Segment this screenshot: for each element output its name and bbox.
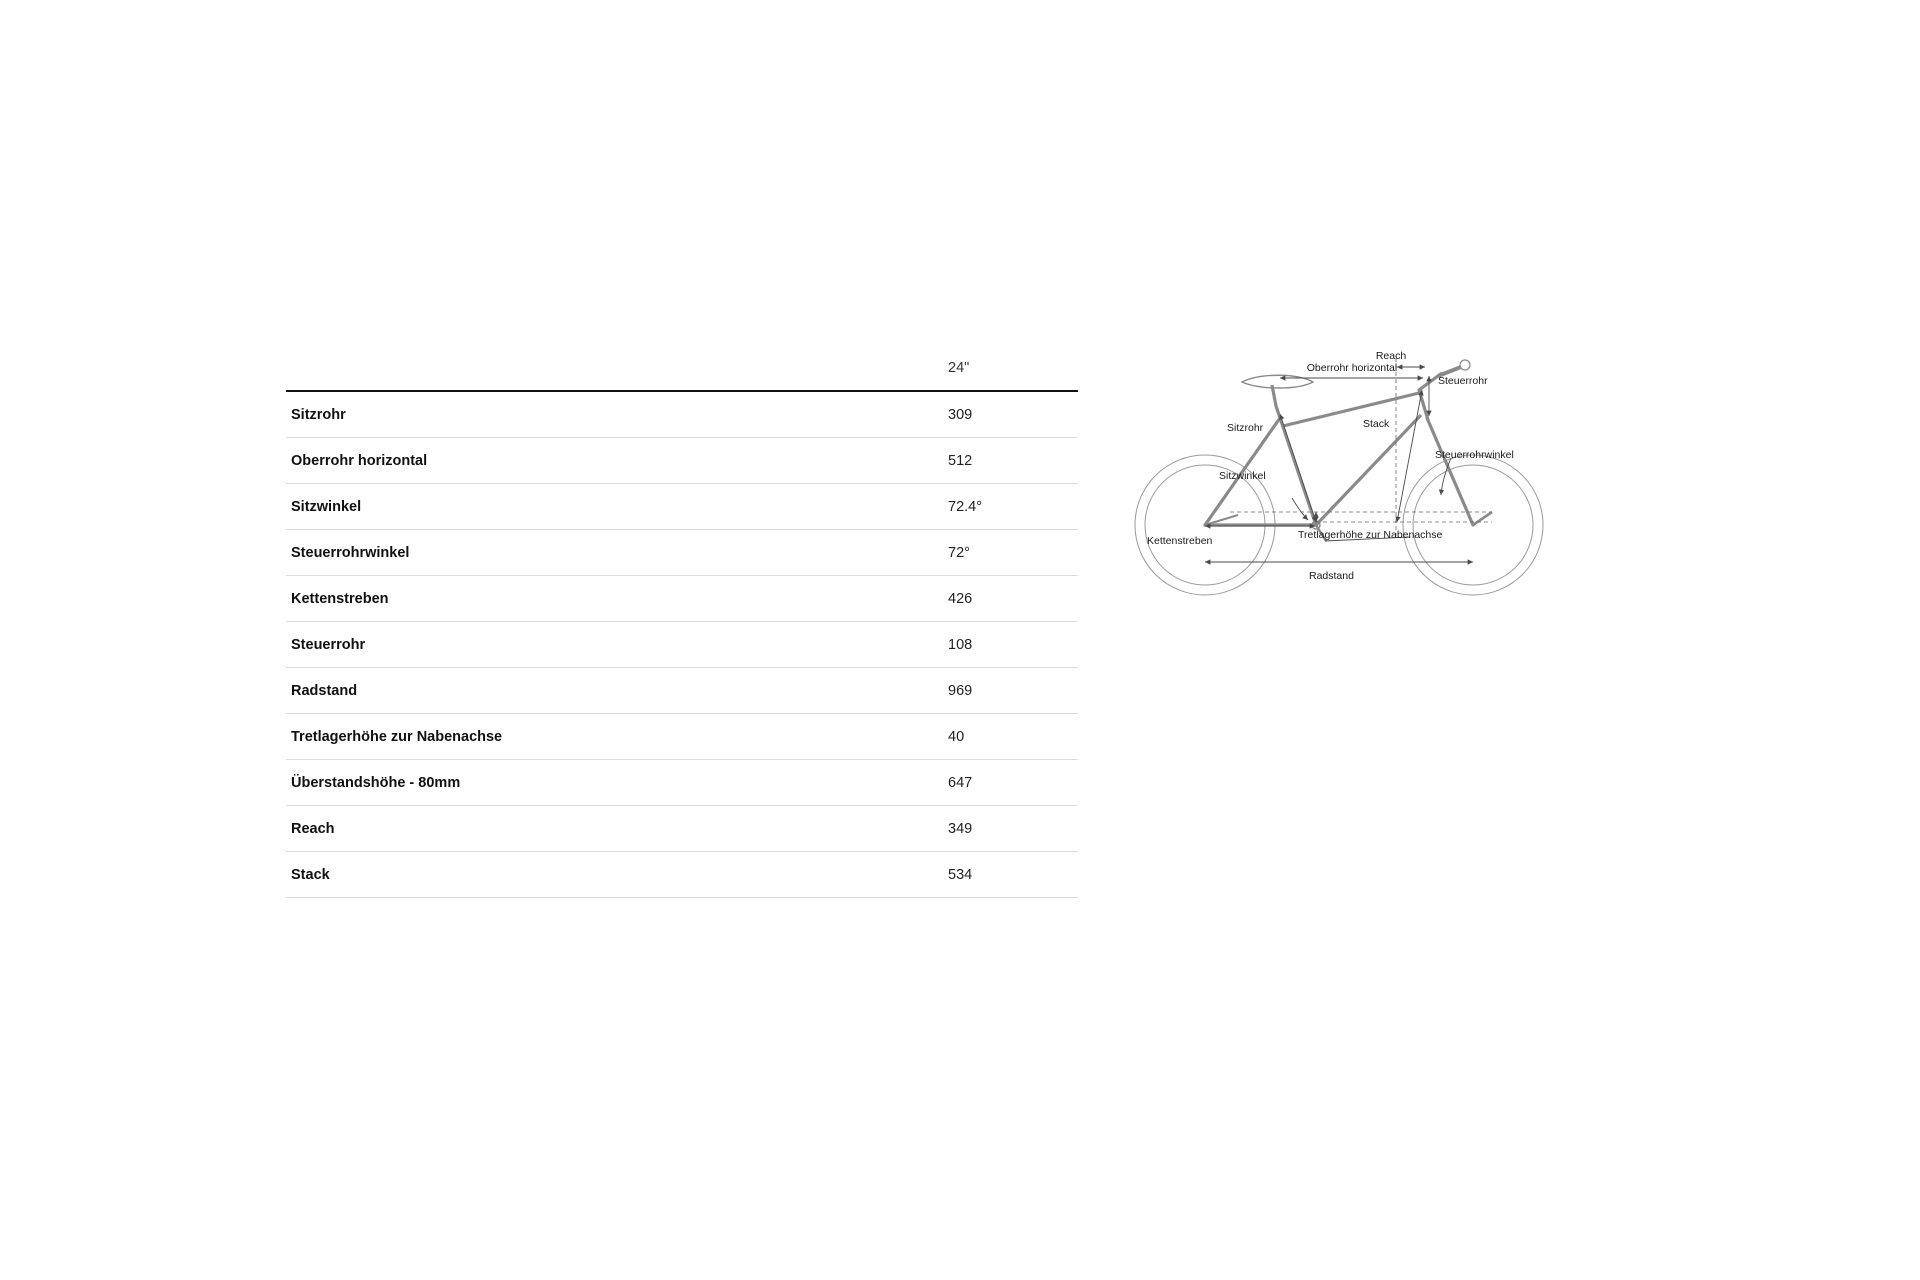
column-header-measure xyxy=(286,360,914,391)
diagram-labels-group xyxy=(1147,350,1514,582)
row-value-sitzrohr: 309 xyxy=(914,391,1078,438)
table-row xyxy=(286,438,1078,484)
label-radstand: Radstand xyxy=(1309,570,1354,582)
row-label-ueberstandshoehe: Überstandshöhe - 80mm xyxy=(286,760,914,806)
table-row xyxy=(286,806,1078,852)
row-label-stack: Stack xyxy=(286,852,914,898)
handlebar-grip xyxy=(1460,360,1470,370)
row-label-oberrohr-horizontal: Oberrohr horizontal xyxy=(286,438,914,484)
label-steuerrohr: Steuerrohr xyxy=(1438,375,1488,387)
table-body xyxy=(286,391,1078,898)
label-stack: Stack xyxy=(1363,418,1390,430)
row-label-kettenstreben: Kettenstreben xyxy=(286,576,914,622)
row-value-oberrohr-horizontal: 512 xyxy=(914,438,1078,484)
label-oberrohr-horizontal: Oberrohr horizontal xyxy=(1306,362,1398,374)
saddle xyxy=(1242,375,1313,388)
column-header-size: 24" xyxy=(914,360,1078,391)
fork xyxy=(1427,418,1473,525)
row-label-sitzrohr: Sitzrohr xyxy=(286,391,914,438)
table-row xyxy=(286,760,1078,806)
sitzwinkel-arc xyxy=(1292,498,1308,520)
row-label-steuerrohr: Steuerrohr xyxy=(286,622,914,668)
table-row xyxy=(286,852,1078,898)
row-label-radstand: Radstand xyxy=(286,668,914,714)
row-value-radstand: 969 xyxy=(914,668,1078,714)
down-tube xyxy=(1316,416,1420,525)
top-tube xyxy=(1283,393,1419,426)
row-value-steuerrohr: 108 xyxy=(914,622,1078,668)
sitzrohr-arrow xyxy=(1280,414,1316,522)
label-sitzrohr: Sitzrohr xyxy=(1227,422,1264,434)
geometry-table-element xyxy=(286,360,1078,898)
row-value-ueberstandshoehe: 647 xyxy=(914,760,1078,806)
row-value-kettenstreben: 426 xyxy=(914,576,1078,622)
row-label-steuerrohrwinkel: Steuerrohrwinkel xyxy=(286,530,914,576)
row-value-sitzwinkel: 72.4° xyxy=(914,484,1078,530)
table-row xyxy=(286,622,1078,668)
table-header-row xyxy=(286,360,1078,391)
stack-arrow xyxy=(1397,390,1422,522)
table-row xyxy=(286,668,1078,714)
table-row xyxy=(286,576,1078,622)
row-value-tretlagerhoehe: 40 xyxy=(914,714,1078,760)
row-value-reach: 349 xyxy=(914,806,1078,852)
row-value-stack: 534 xyxy=(914,852,1078,898)
row-value-steuerrohrwinkel: 72° xyxy=(914,530,1078,576)
table-row xyxy=(286,484,1078,530)
row-label-reach: Reach xyxy=(286,806,914,852)
label-tretlagerhoehe: Tretlagerhöhe zur Nabenachse xyxy=(1298,529,1443,541)
label-kettenstreben: Kettenstreben xyxy=(1147,535,1213,547)
geometry-table xyxy=(286,360,1078,898)
table-row xyxy=(286,714,1078,760)
label-sitzwinkel: Sitzwinkel xyxy=(1219,470,1266,482)
row-label-tretlagerhoehe: Tretlagerhöhe zur Nabenachse xyxy=(286,714,914,760)
frame-group xyxy=(1205,390,1473,525)
table-row xyxy=(286,391,1078,438)
label-steuerrohrwinkel: Steuerrohrwinkel xyxy=(1435,449,1514,461)
row-label-sitzwinkel: Sitzwinkel xyxy=(286,484,914,530)
table-row xyxy=(286,530,1078,576)
label-reach: Reach xyxy=(1375,350,1407,362)
table-head xyxy=(286,360,1078,391)
front-dropout xyxy=(1473,512,1492,525)
bike-geometry-diagram xyxy=(1120,340,1660,640)
